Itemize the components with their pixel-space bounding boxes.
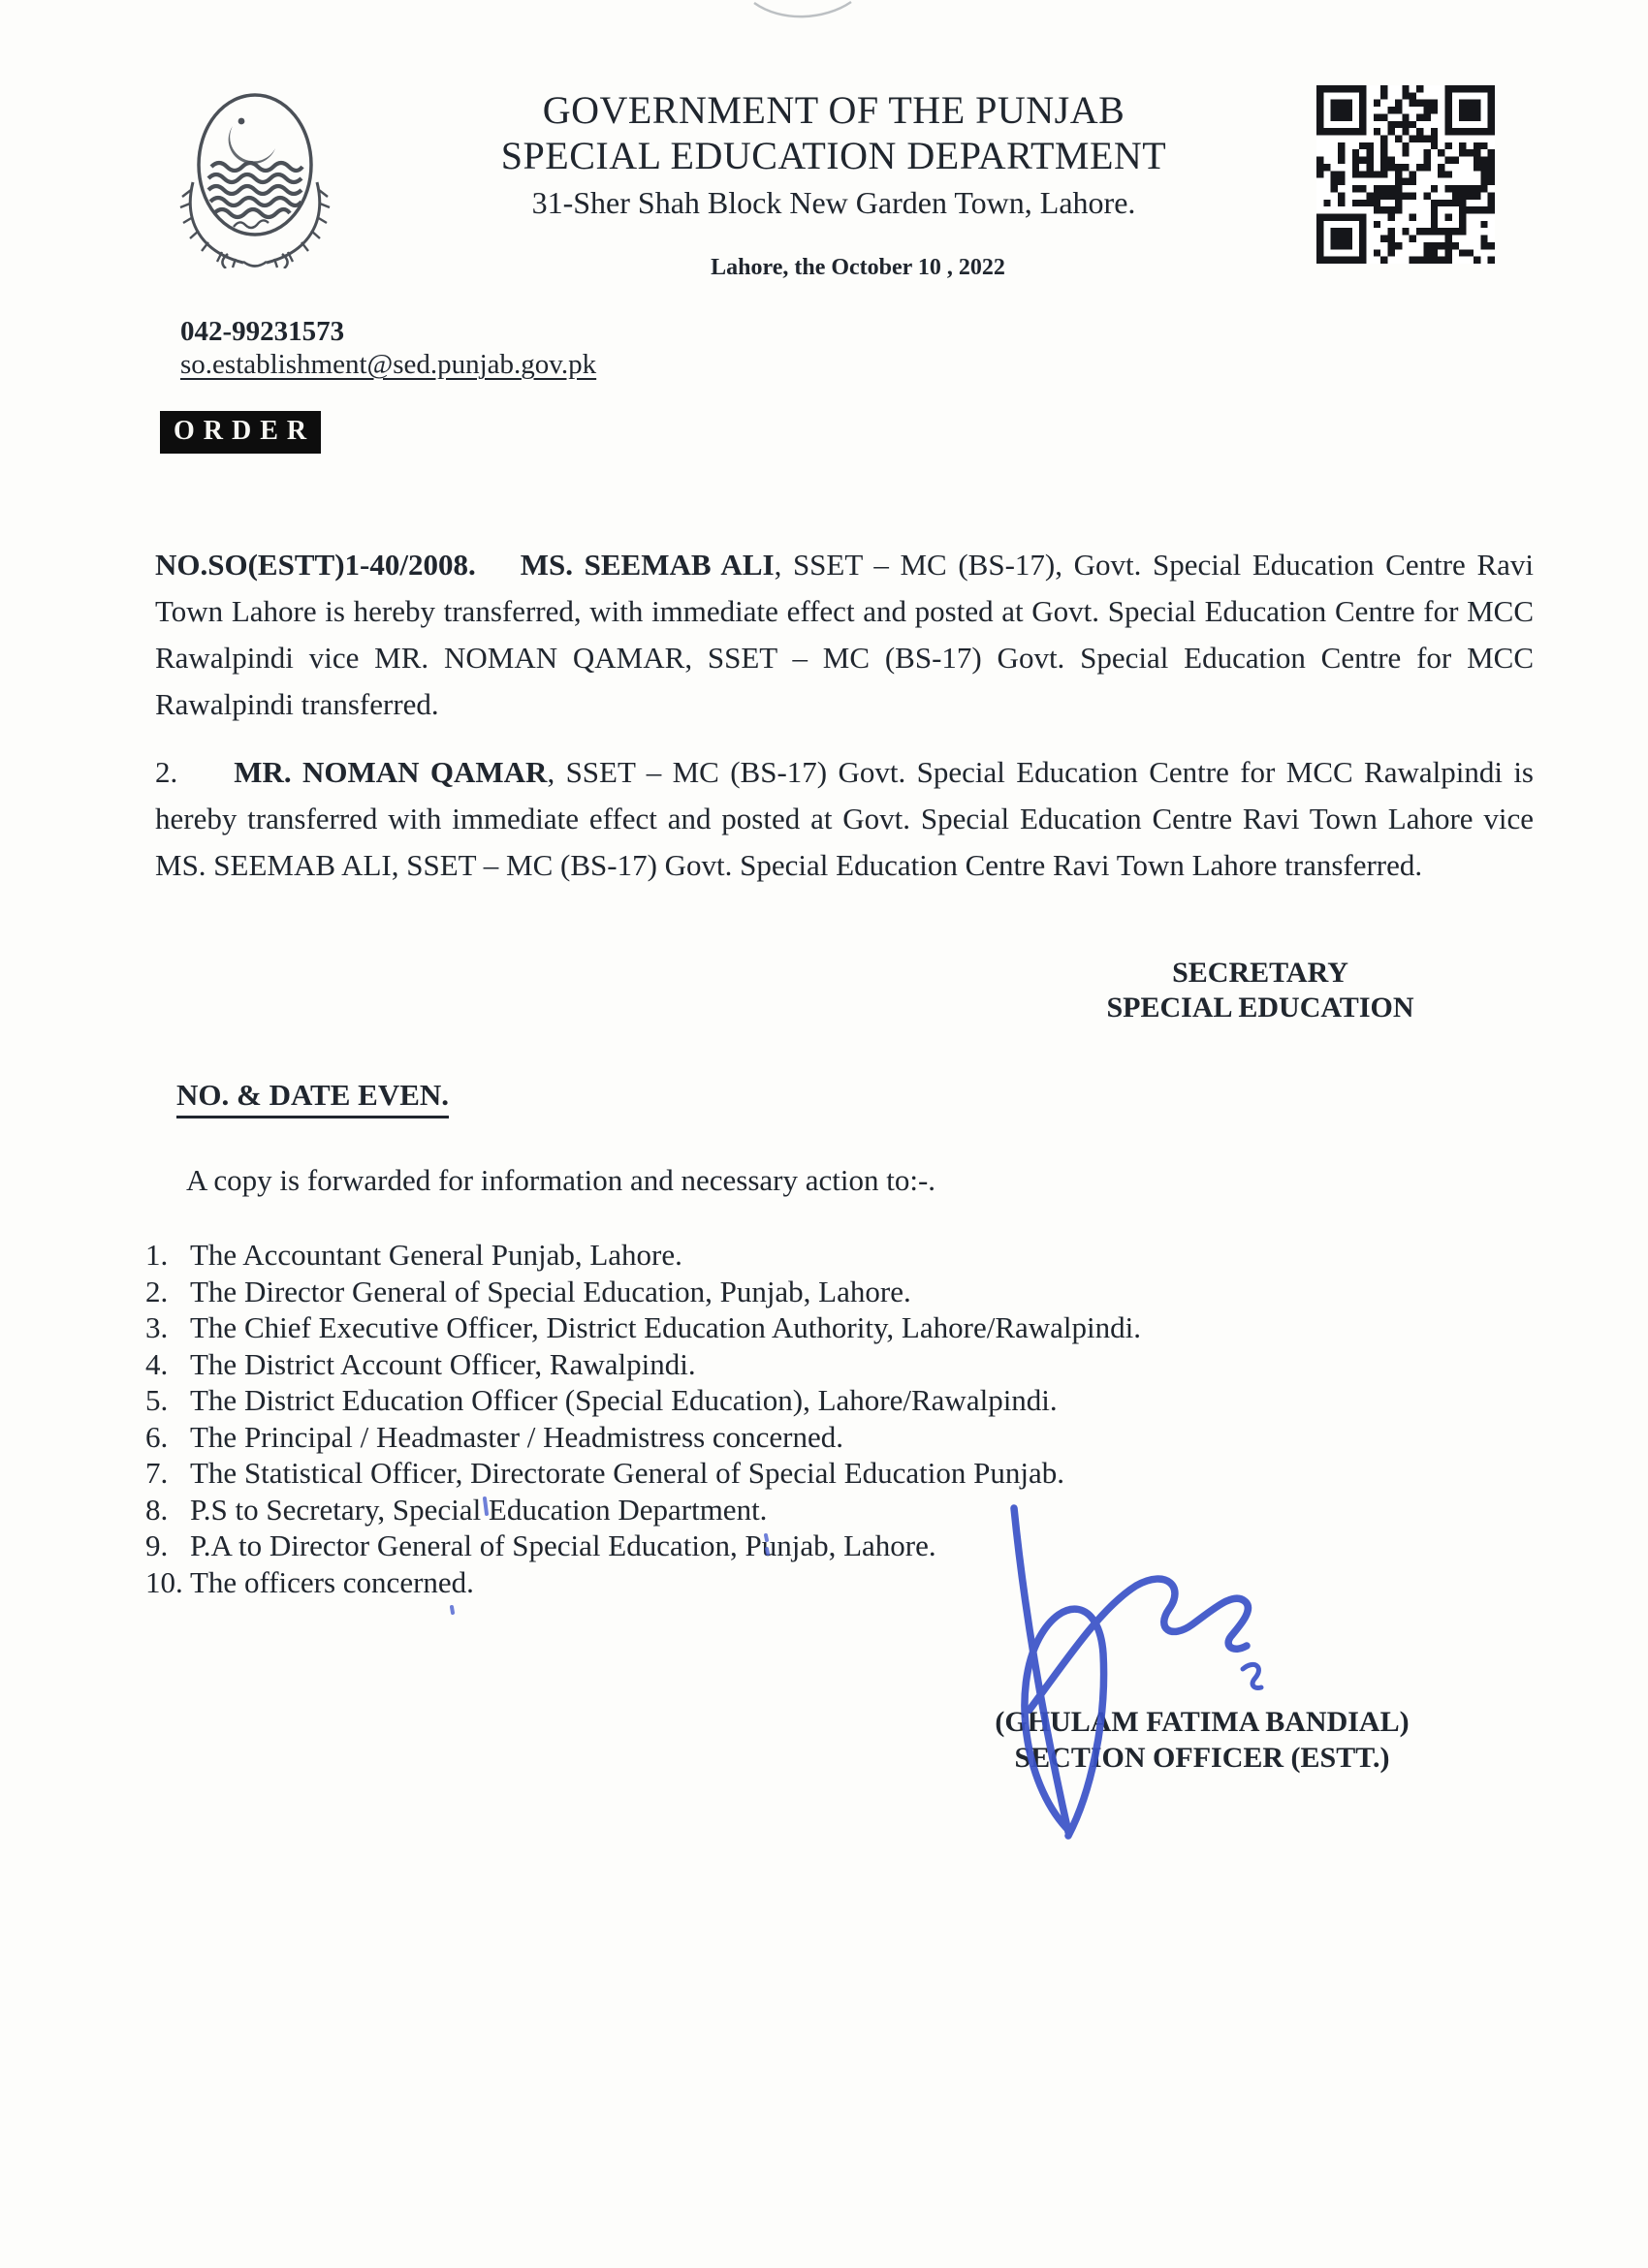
list-item	[145, 1309, 1406, 1346]
item-text: P.S to Secretary, Special Education Department.	[190, 1492, 768, 1527]
item-text: The Statistical Officer, Directorate General of Special Education Punjab.	[190, 1456, 1065, 1490]
reference-number: NO.SO(ESTT)1-40/2008.	[155, 548, 476, 582]
order-paragraph-1	[155, 542, 1534, 728]
list-item	[145, 1382, 1406, 1419]
signatory-name: (GHULAM FATIMA BANDIAL)	[995, 1706, 1410, 1738]
item-number: 7.	[145, 1456, 169, 1490]
authority-title: SECRETARY	[1172, 957, 1348, 989]
forwarding-line: A copy is forwarded for information and necessary action to:-.	[186, 1163, 936, 1197]
paragraph-1-text: , SSET – MC (BS-17), Govt. Special Education Centre Ravi Town Lahore is hereby transferred, with immediate effect and posted at Govt. Special Education Centre for MCC Rawalpindi vice MR. NOMAN QAMAR, SSET – MC (BS-17) Govt. Special Education Centre for MCC Rawalpindi transferred.	[155, 548, 1534, 721]
signatory-block	[969, 1704, 1435, 1776]
officer-name-2: MR. NOMAN QAMAR	[234, 755, 548, 789]
item-text: The Director General of Special Education, Punjab, Lahore.	[190, 1274, 911, 1308]
department-name-line2: SPECIAL EDUCATION DEPARTMENT	[500, 134, 1167, 177]
item-number: 4.	[145, 1346, 169, 1381]
distribution-list	[145, 1237, 1406, 1600]
signatory-title: SECTION OFFICER (ESTT.)	[1014, 1742, 1390, 1774]
item-text: The Accountant General Punjab, Lahore.	[190, 1238, 682, 1272]
phone-number: 042-99231573	[180, 316, 345, 347]
list-item	[145, 1564, 1406, 1601]
item-text: P.A to Director General of Special Education, Punjab, Lahore.	[190, 1528, 936, 1562]
item-number: 2.	[145, 1274, 169, 1308]
list-item	[145, 1419, 1406, 1456]
item-number: 9.	[145, 1528, 169, 1562]
email-address: so.establishment@sed.punjab.gov.pk	[180, 349, 597, 380]
item-number: 10.	[145, 1564, 183, 1599]
department-name-line1: GOVERNMENT OF THE PUNJAB	[542, 88, 1125, 132]
item-number: 3.	[145, 1310, 169, 1344]
list-item	[145, 1455, 1406, 1492]
item-number: 1.	[145, 1238, 169, 1272]
item-text: The District Account Officer, Rawalpindi.	[190, 1346, 696, 1381]
issuing-authority	[1081, 956, 1440, 1025]
scan-artifact-curve	[754, 2, 851, 16]
paragraph-2-text: , SSET – MC (BS-17) Govt. Special Education Centre for MCC Rawalpindi is hereby transferred with immediate effect and posted at Govt. Special Education Centre Ravi Town Lahore vice MS. SEEMAB ALI, SSET – MC (BS-17) Govt. Special Education Centre Ravi Town Lahore transferred.	[155, 755, 1534, 882]
list-item	[145, 1274, 1406, 1310]
item-text: The District Education Officer (Special Education), Lahore/Rawalpindi.	[190, 1383, 1058, 1417]
authority-department: SPECIAL EDUCATION	[1106, 992, 1414, 1024]
list-item	[145, 1528, 1406, 1564]
item-text: The Principal / Headmaster / Headmistress concerned.	[190, 1419, 844, 1454]
item-number: 5.	[145, 1383, 169, 1417]
place-and-date: Lahore, the October 10 , 2022	[711, 255, 1005, 280]
item-text: The Chief Executive Officer, District Education Authority, Lahore/Rawalpindi.	[190, 1310, 1141, 1344]
order-heading: ORDER	[160, 411, 321, 454]
item-number: 6.	[145, 1419, 169, 1454]
list-item	[145, 1492, 1406, 1528]
qr-code	[1316, 85, 1495, 264]
list-item	[145, 1237, 1406, 1274]
letterhead	[407, 87, 1260, 220]
officer-name-1: MS. SEEMAB ALI	[520, 548, 775, 582]
item-text: The officers concerned.	[190, 1564, 474, 1599]
reference-date-heading: NO. & DATE EVEN.	[176, 1078, 449, 1118]
item-number: 8.	[145, 1492, 169, 1527]
paragraph-2-number: 2.	[155, 755, 178, 789]
order-paragraph-2	[155, 749, 1534, 889]
department-address: 31-Sher Shah Block New Garden Town, Lahore.	[531, 185, 1136, 220]
list-item	[145, 1346, 1406, 1383]
punjab-government-crest-logo	[158, 89, 352, 268]
